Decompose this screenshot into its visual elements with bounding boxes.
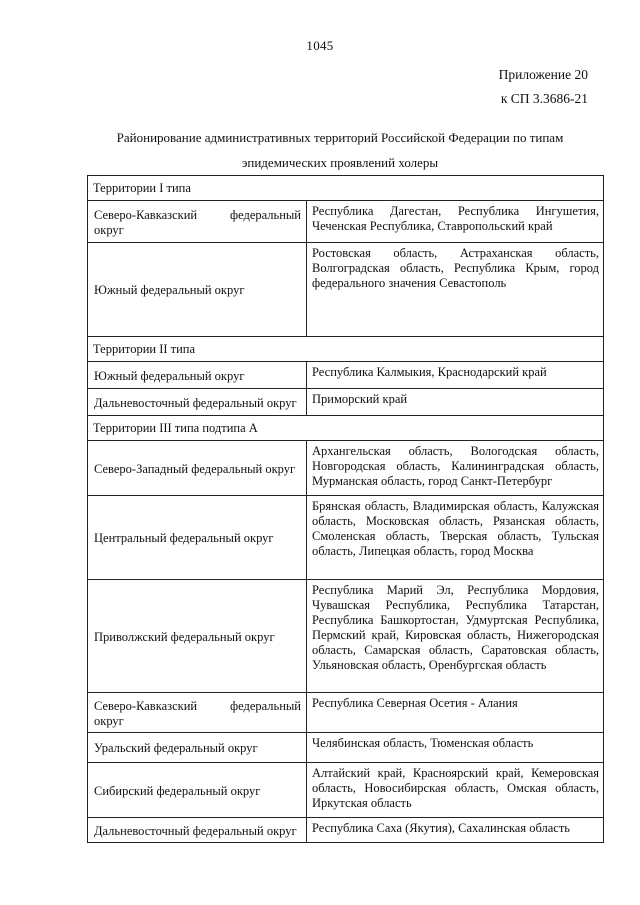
table-row — [88, 496, 604, 580]
regions-cell: Алтайский край, Красноярский край, Кемеровская область, Новосибирская область, Омская область, Иркутская область — [307, 763, 604, 818]
document-title — [80, 125, 600, 175]
page-number: 1045 — [306, 38, 334, 53]
district-cell: Сибирский федеральный округ — [88, 763, 307, 818]
regions-cell: Ростовская область, Астраханская область, Волгоградская область, Республика Крым, город федерального значения Севастополь — [307, 243, 604, 337]
regions-cell: Челябинская область, Тюменская область — [307, 733, 604, 763]
table-row — [88, 243, 604, 337]
regions-cell: Архангельская область, Вологодская область, Новгородская область, Калининградская область, Мурманская область, город Санкт-Петербург — [307, 441, 604, 496]
regions-cell: Республика Дагестан, Республика Ингушетия, Чеченская Республика, Ставропольский край — [307, 201, 604, 243]
annex-reference — [499, 63, 588, 111]
document-title-line-1: Районирование административных территорий Российской Федерации по типам — [116, 130, 564, 145]
table-row — [88, 362, 604, 389]
section-header-row — [88, 416, 604, 441]
table-row — [88, 580, 604, 693]
annex-standard: к СП 3.3686-21 — [500, 91, 588, 106]
section-header-type-1: Территории I типа — [88, 176, 604, 201]
table-row — [88, 693, 604, 733]
regions-cell: Брянская область, Владимирская область, Калужская область, Московская область, Рязанская область, Смоленская область, Тверская область, Тульская область, Липецкая область, город Москва — [307, 496, 604, 580]
section-header-type-3a: Территории III типа подтипа А — [88, 416, 604, 441]
district-cell: Уральский федеральный округ — [88, 733, 307, 763]
annex-number: Приложение 20 — [498, 67, 588, 82]
regions-cell: Республика Марий Эл, Республика Мордовия, Чувашская Республика, Республика Татарстан, Республика Башкортостан, Удмуртская Республика, Пермский край, Кировская область, Нижегородская область, Самарская область, Саратовская область, Ульяновская область, Оренбургская область — [307, 580, 604, 693]
regions-cell: Республика Калмыкия, Краснодарский край — [307, 362, 604, 389]
district-cell: Северо-Кавказский федеральный округ — [88, 201, 307, 243]
regions-cell: Республика Саха (Якутия), Сахалинская область — [307, 818, 604, 843]
section-header-row — [88, 176, 604, 201]
table-row — [88, 733, 604, 763]
district-cell: Центральный федеральный округ — [88, 496, 307, 580]
regions-cell: Республика Северная Осетия - Алания — [307, 693, 604, 733]
district-cell: Северо-Западный федеральный округ — [88, 441, 307, 496]
district-cell: Южный федеральный округ — [88, 362, 307, 389]
table-row — [88, 763, 604, 818]
section-header-type-2: Территории II типа — [88, 337, 604, 362]
table-row — [88, 441, 604, 496]
zoning-table — [87, 175, 604, 843]
district-cell: Приволжский федеральный округ — [88, 580, 307, 693]
section-header-row — [88, 337, 604, 362]
table-row — [88, 389, 604, 416]
table-row — [88, 818, 604, 843]
district-cell: Южный федеральный округ — [88, 243, 307, 337]
district-cell: Дальневосточный федеральный округ — [88, 389, 307, 416]
district-cell: Северо-Кавказский федеральный округ — [88, 693, 307, 733]
district-cell: Дальневосточный федеральный округ — [88, 818, 307, 843]
table-row — [88, 201, 604, 243]
regions-cell: Приморский край — [307, 389, 604, 416]
document-title-line-2: эпидемических проявлений холеры — [241, 155, 439, 170]
